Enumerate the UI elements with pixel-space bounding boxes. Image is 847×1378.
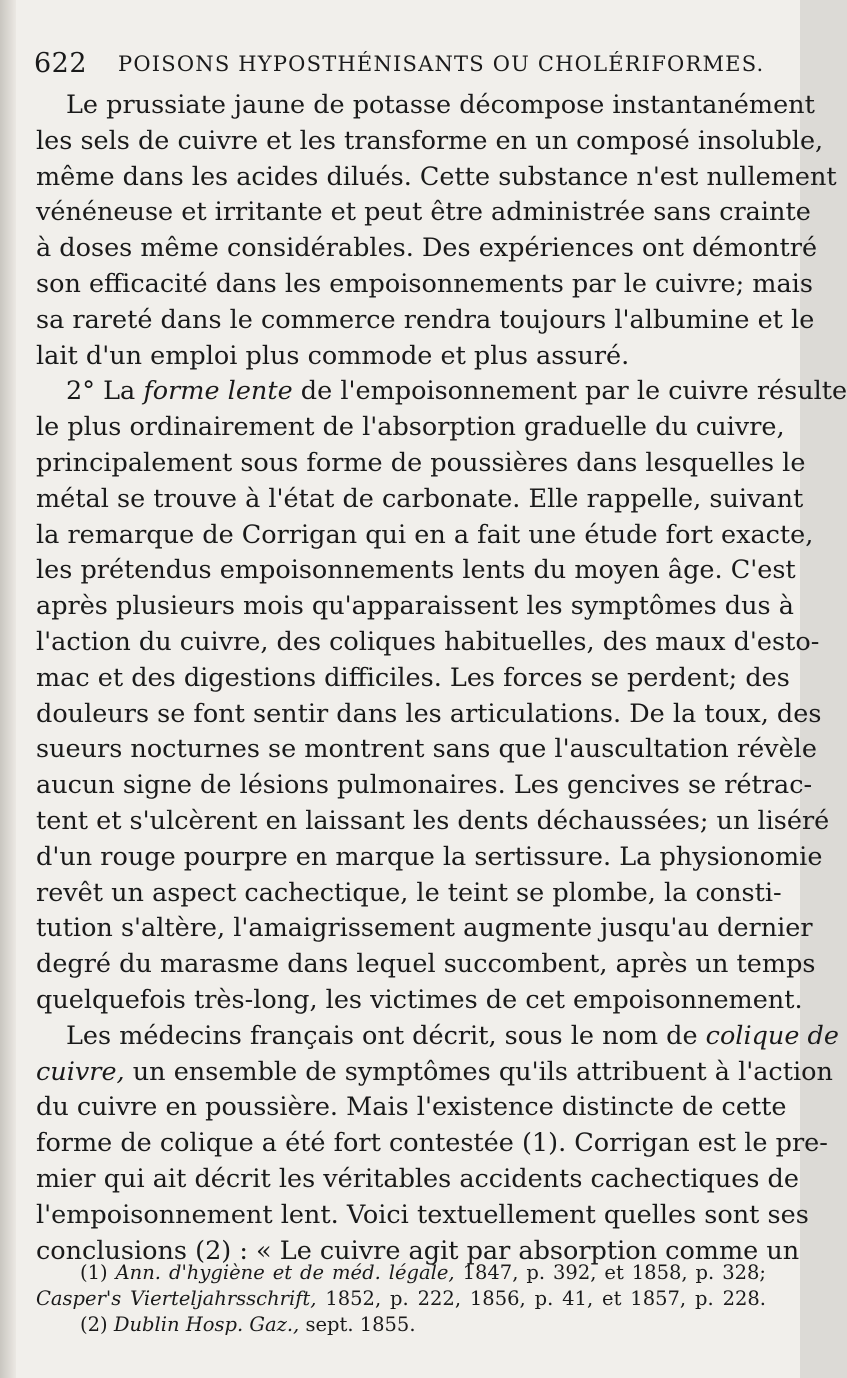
text-line: lait d'un emploi plus commode et plus assuré. xyxy=(36,340,630,371)
text-line: le plus ordinairement de l'absorption graduelle du cuivre, xyxy=(36,412,785,443)
main-text xyxy=(36,88,847,1269)
text-line: Le prussiate jaune de potasse décompose instantanément xyxy=(66,90,815,120)
text-line: sa rareté dans le commerce rendra toujours l'albumine et le xyxy=(36,304,815,335)
footnote-1-line xyxy=(36,1260,766,1286)
text-line: d'un rouge pourpre en marque la sertissure. La physionomie xyxy=(36,841,823,872)
footnotes xyxy=(36,1260,766,1338)
text-line: son efficacité dans les empoisonnements par le cuivre; mais xyxy=(36,268,813,299)
text-line: la remarque de Corrigan qui en a fait une étude fort exacte, xyxy=(36,519,814,550)
text-run: un ensemble de symptômes qu'ils attribuent à l'action xyxy=(124,1056,833,1087)
text-line: même dans les acides dilués. Cette substance n'est nullement xyxy=(36,161,837,192)
text-line: forme de colique a été fort contestée (1). Corrigan est le pre- xyxy=(36,1128,828,1159)
page-number: 622 xyxy=(34,48,88,79)
paragraph-1 xyxy=(36,88,837,374)
text-run: Les médecins français ont décrit, sous le nom de xyxy=(66,1020,706,1051)
text-line: du cuivre en poussière. Mais l'existence distincte de cette xyxy=(36,1092,787,1123)
text-line xyxy=(36,374,847,410)
text-line: conclusions (2) : « Le cuivre agit par absorption comme un xyxy=(36,1235,800,1266)
italic-term: colique de xyxy=(705,1020,839,1051)
page-gutter-shadow xyxy=(0,0,16,1378)
citation-title: Dublin Hosp. Gaz., xyxy=(113,1313,300,1336)
text-line: degré du marasme dans lequel succombent, après un temps xyxy=(36,949,816,980)
text-line: métal se trouve à l'état de carbonate. Elle rappelle, suivant xyxy=(36,483,804,514)
citation-title: Casper's Vierteljahrsschrift, xyxy=(36,1287,317,1310)
text-line: tution s'altère, l'amaigrissement augmente jusqu'au dernier xyxy=(36,913,813,944)
footnote-mark: (2) xyxy=(80,1313,114,1336)
text-line: l'empoisonnement lent. Voici textuellement quelles sont ses xyxy=(36,1199,809,1230)
text-line: les prétendus empoisonnements lents du moyen âge. C'est xyxy=(36,555,796,586)
text-run: de l'empoisonnement par le cuivre résulte xyxy=(292,376,847,407)
text-line: à doses même considérables. Des expériences ont démontré xyxy=(36,233,818,264)
text-line: tent et s'ulcèrent en laissant les dents déchaussées; un liséré xyxy=(36,805,830,836)
text-line xyxy=(36,1055,833,1091)
citation-detail: 1852, p. 222, 1856, p. 41, et 1857, p. 228. xyxy=(316,1287,766,1310)
text-line: mier qui ait décrit les véritables accidents cachectiques de xyxy=(36,1163,799,1194)
text-line: après plusieurs mois qu'apparaissent les symptômes dus à xyxy=(36,591,794,622)
footnote-mark: (1) xyxy=(80,1261,116,1284)
text-line: sueurs nocturnes se montrent sans que l'auscultation révèle xyxy=(36,734,817,765)
italic-term: forme lente xyxy=(143,376,293,407)
running-head: POISONS HYPOSTHÉNISANTS OU CHOLÉRIFORMES. xyxy=(118,52,765,76)
citation-detail: 1847, p. 392, et 1858, p. 328; xyxy=(454,1261,767,1284)
text-run: 2° La xyxy=(66,376,144,407)
page-header xyxy=(34,42,774,82)
paragraph-3 xyxy=(36,1019,839,1270)
text-line: douleurs se font sentir dans les articulations. De la toux, des xyxy=(36,698,822,729)
text-line xyxy=(36,1019,839,1055)
citation-detail: sept. 1855. xyxy=(299,1313,416,1336)
footnote-1-line xyxy=(36,1286,766,1312)
text-line: les sels de cuivre et les transforme en un composé insoluble, xyxy=(36,125,824,156)
paragraph-2 xyxy=(36,374,847,1018)
footnote-2-line xyxy=(36,1312,766,1338)
text-line: l'action du cuivre, des coliques habituelles, des maux d'esto- xyxy=(36,626,820,657)
text-line: quelquefois très-long, les victimes de cet empoisonnement. xyxy=(36,984,803,1015)
citation-title: Ann. d'hygiène et de méd. légale, xyxy=(115,1261,455,1284)
text-line: aucun signe de lésions pulmonaires. Les gencives se rétrac- xyxy=(36,770,813,801)
text-line: vénéneuse et irritante et peut être administrée sans crainte xyxy=(36,197,811,228)
italic-term: cuivre, xyxy=(36,1056,125,1087)
text-line: mac et des digestions difficiles. Les forces se perdent; des xyxy=(36,662,790,693)
text-line: principalement sous forme de poussières dans lesquelles le xyxy=(36,447,806,478)
text-line: revêt un aspect cachectique, le teint se plombe, la consti- xyxy=(36,877,782,908)
